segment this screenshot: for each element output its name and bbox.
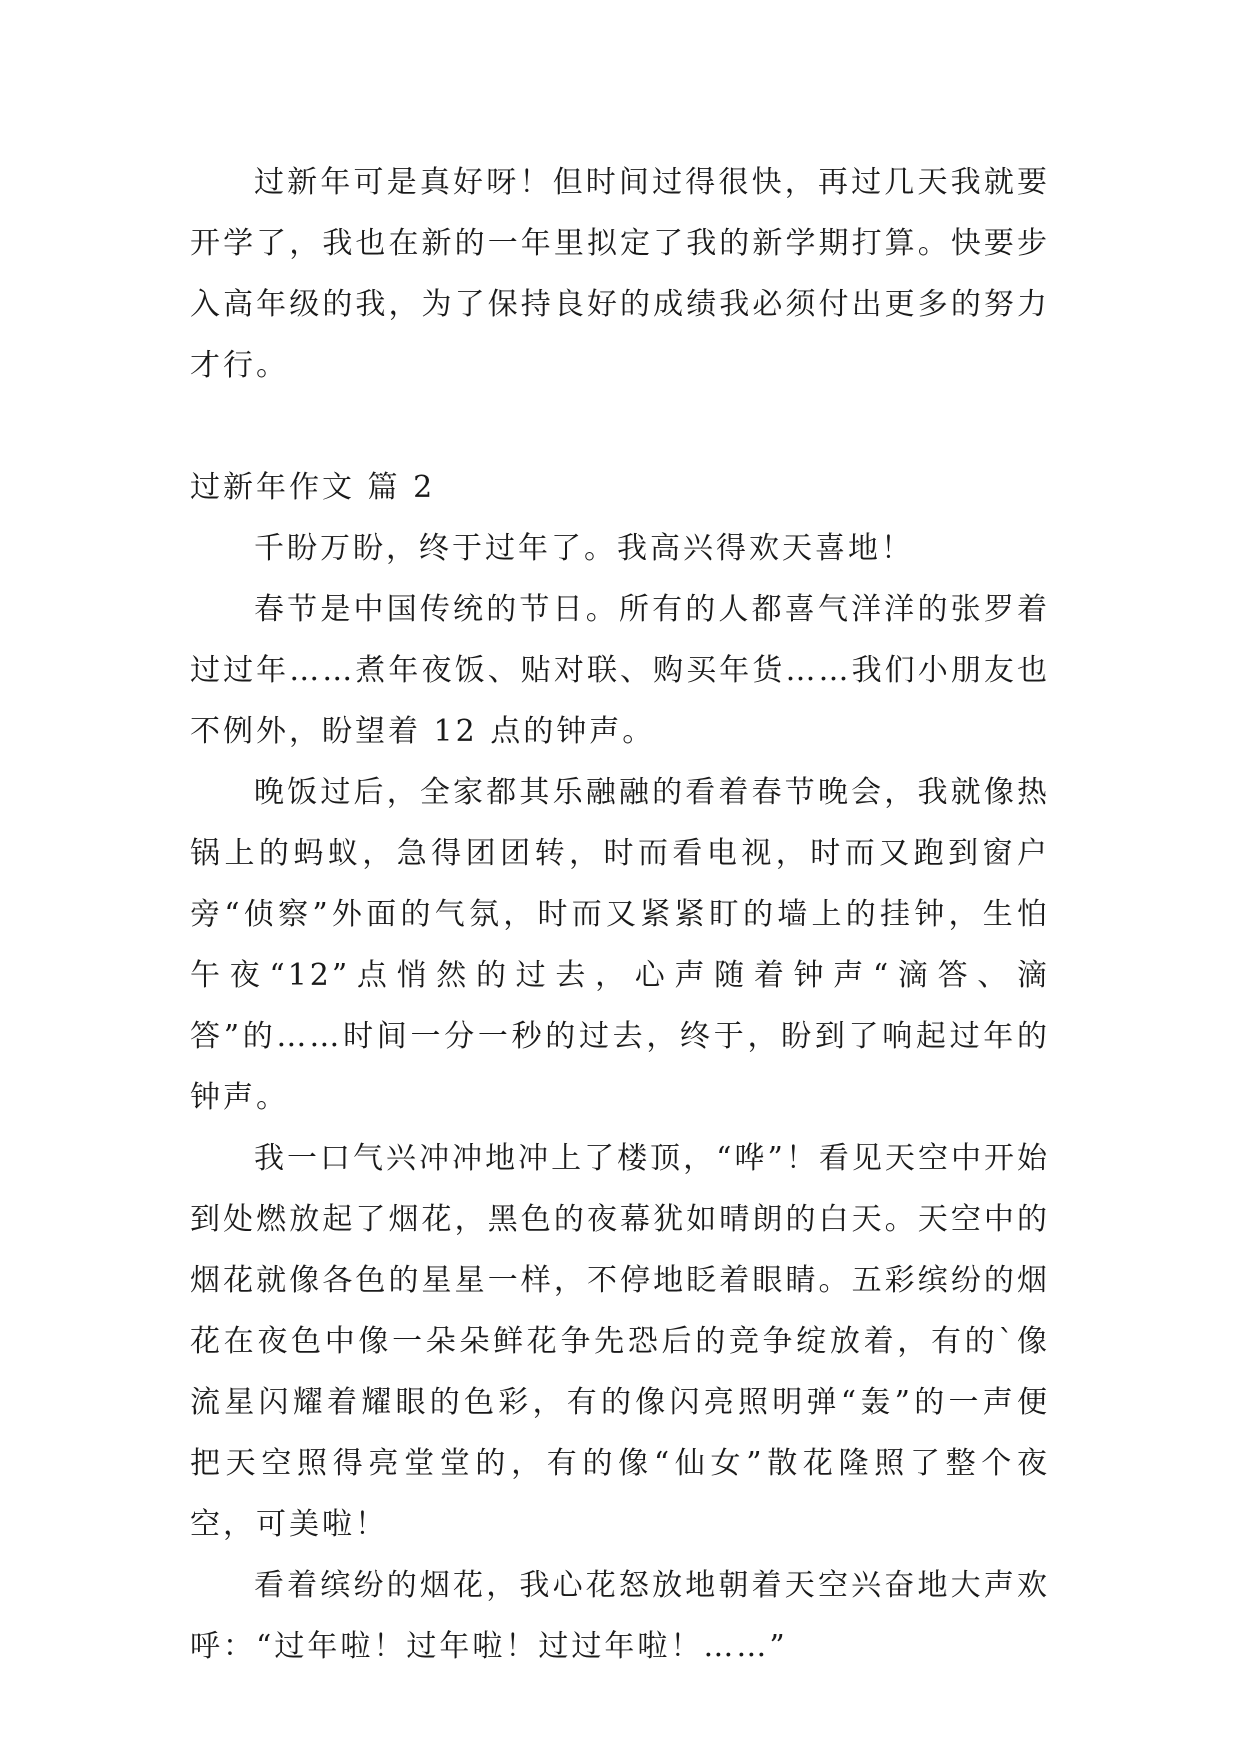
paragraph: 晚饭过后，全家都其乐融融的看着春节晚会，我就像热锅上的蚂蚁，急得团团转，时而看电视，时而又跑到窗户旁“侦察”外面的气氛，时而又紧紧盯的墙上的挂钟，生怕午夜“12”点悄然的过去，心声随着钟声“滴答、滴答”的……时间一分一秒的过去，终于，盼到了响起过年的钟声。 xyxy=(190,775,1050,1115)
paragraph: 千盼万盼，终于过年了。我高兴得欢天喜地！ xyxy=(254,531,914,566)
document-body xyxy=(190,152,1050,1677)
paragraph-intro: 过新年可是真好呀！但时间过得很快，再过几天我就要开学了，我也在新的一年里拟定了我的新学期打算。快要步入高年级的我，为了保持良好的成绩我必须付出更多的努力才行。 xyxy=(190,165,1050,383)
paragraph: 春节是中国传统的节日。所有的人都喜气洋洋的张罗着过过年……煮年夜饭、贴对联、购买年货……我们小朋友也不例外，盼望着 12 点的钟声。 xyxy=(190,592,1050,749)
paragraph: 看着缤纷的烟花，我心花怒放地朝着天空兴奋地大声欢呼：“过年啦！过年啦！过过年啦！……” xyxy=(190,1568,1050,1664)
essay-heading: 过新年作文 篇 2 xyxy=(190,470,436,505)
paragraph: 我一口气兴冲冲地冲上了楼顶，“哗”！看见天空中开始到处燃放起了烟花，黑色的夜幕犹如晴朗的白天。天空中的烟花就像各色的星星一样，不停地眨着眼睛。五彩缤纷的烟花在夜色中像一朵朵鲜花争先恐后的竞争绽放着，有的`像流星闪耀着耀眼的色彩，有的像闪亮照明弹“轰”的一声便把天空照得亮堂堂的，有的像“仙女”散花隆照了整个夜空，可美啦！ xyxy=(190,1141,1050,1542)
